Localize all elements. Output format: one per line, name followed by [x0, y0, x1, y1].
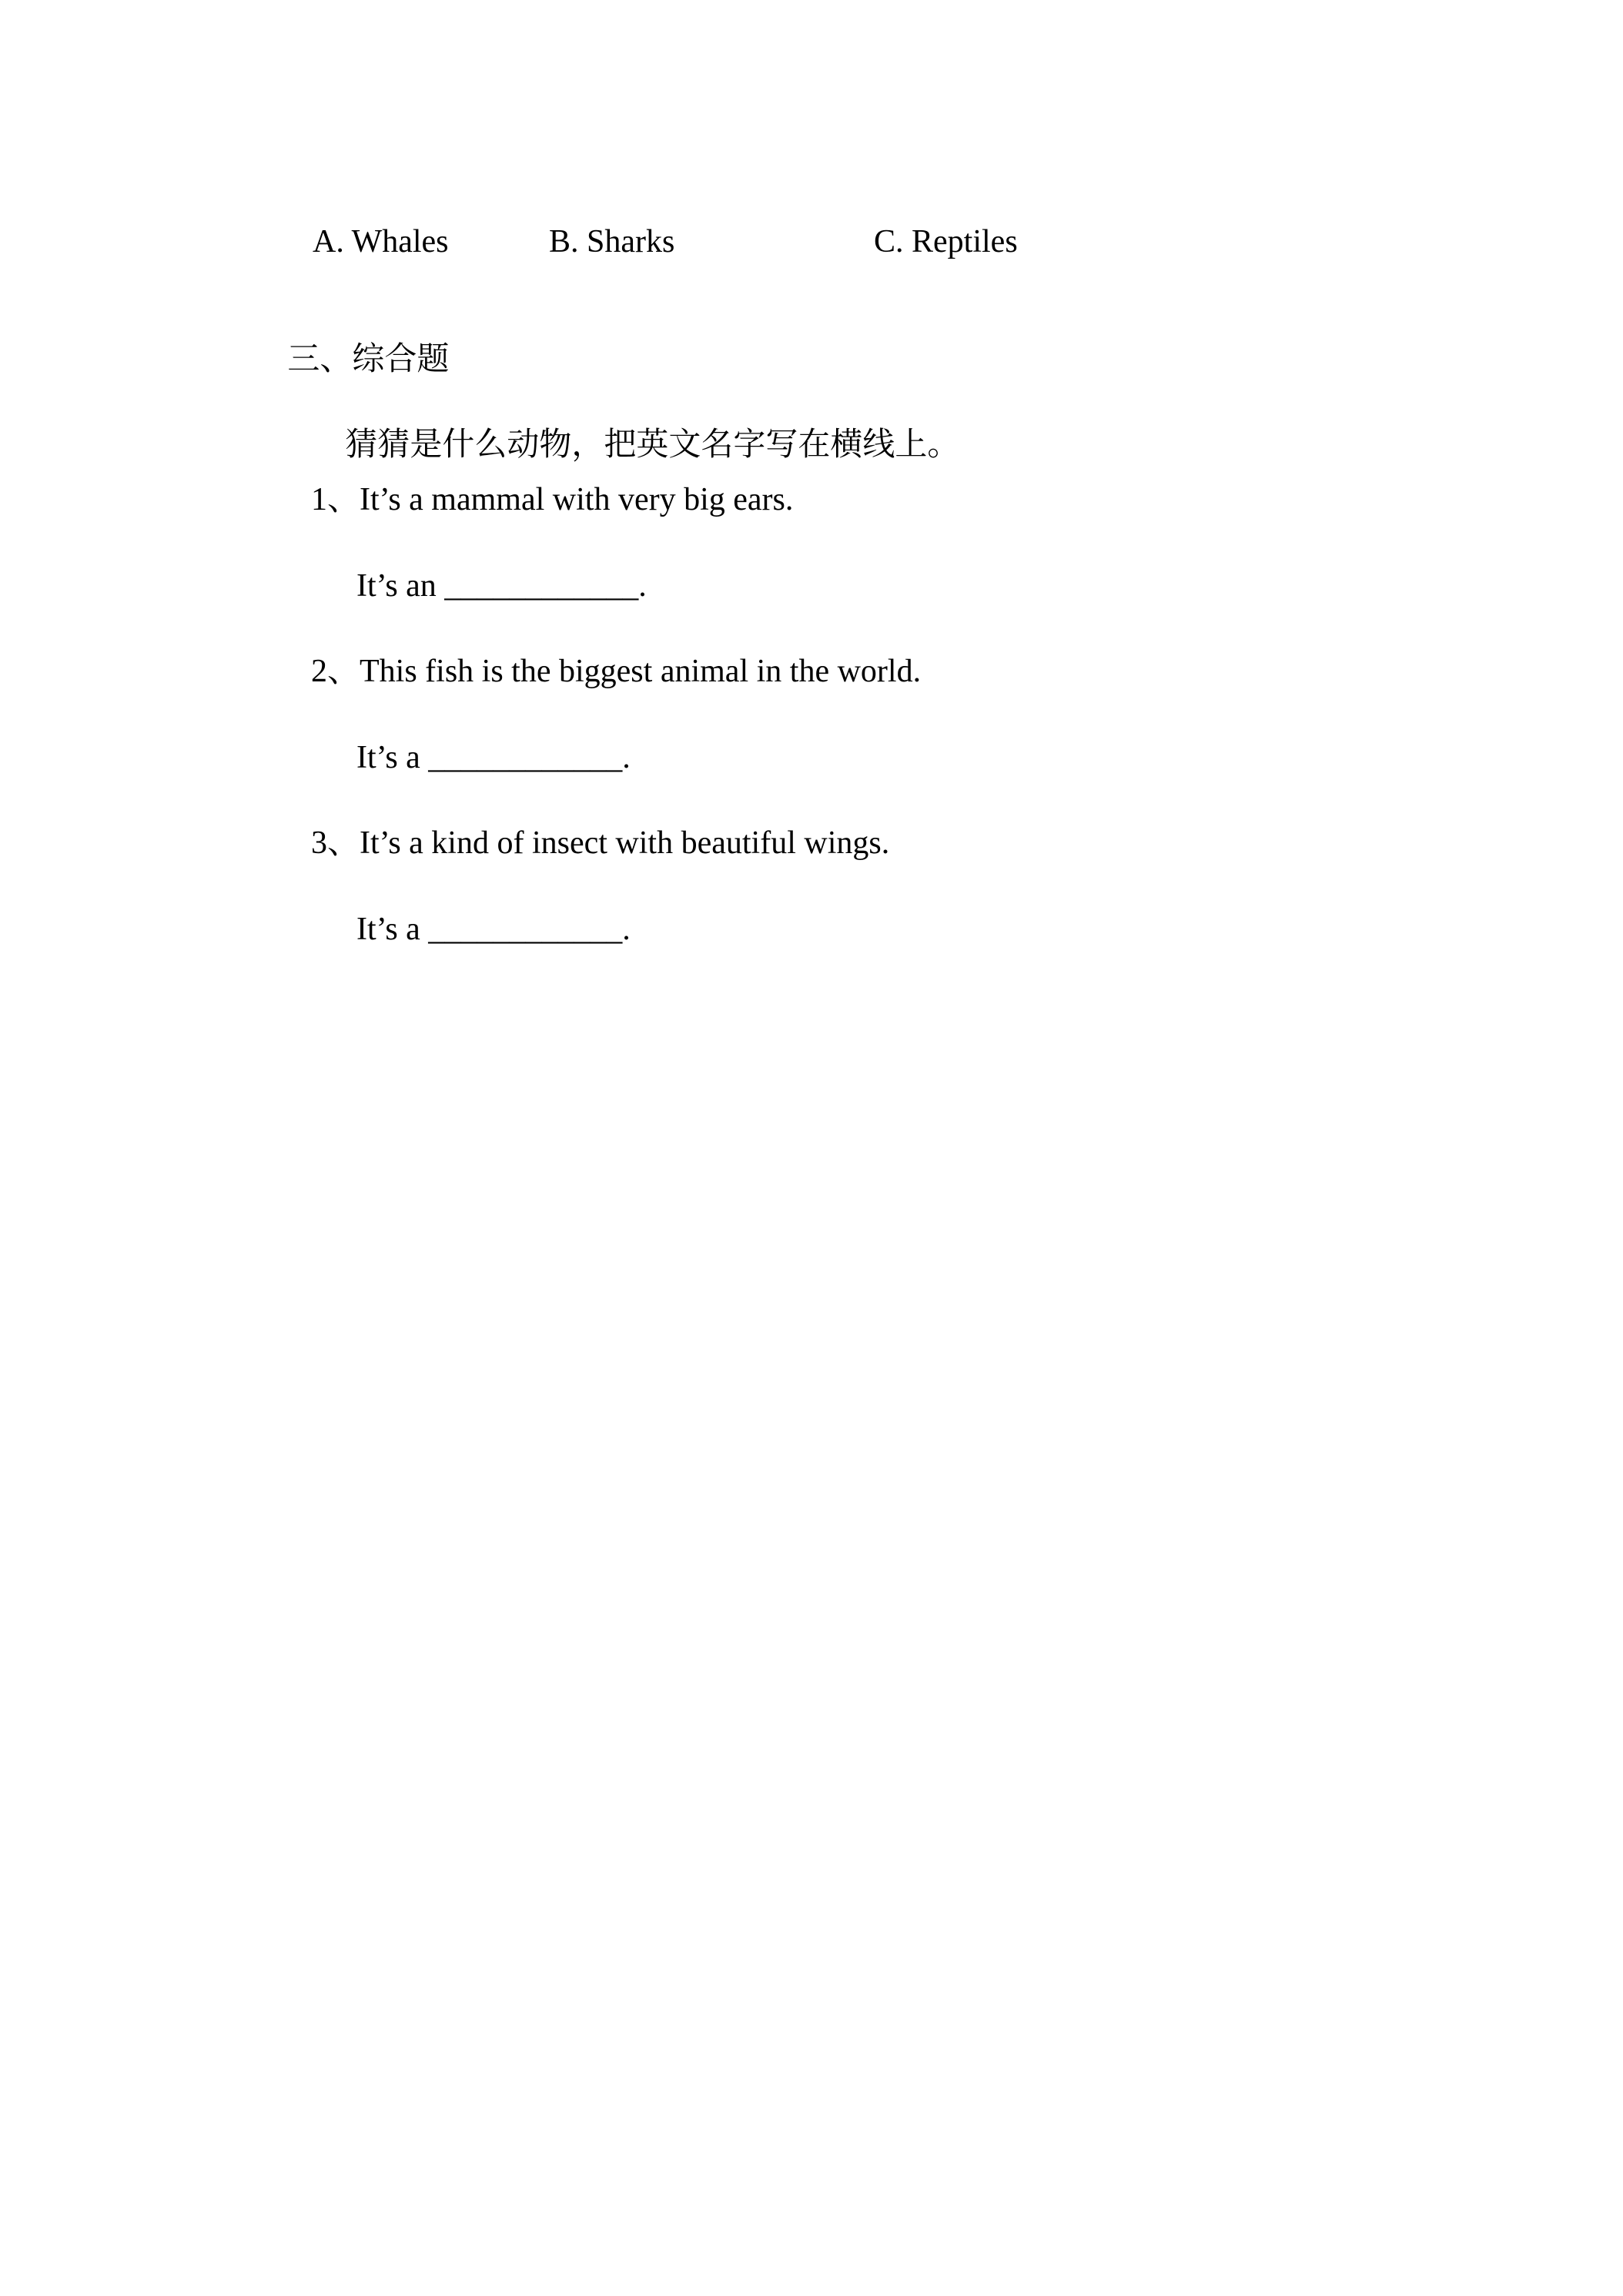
question-prompt: 2、This fish is the biggest animal in the world.	[311, 654, 922, 689]
answer-blank-line: It’s an ____________.	[356, 568, 647, 604]
answer-blank-line: It’s a ____________.	[356, 740, 631, 775]
section-instruction-text: 猜猜是什么动物，把英文名字写在横线上。	[345, 425, 960, 463]
option-b: B. Sharks	[549, 224, 675, 259]
option-c: C. Reptiles	[874, 224, 1018, 259]
answer-blank-line: It’s a ____________.	[356, 912, 631, 947]
question-prompt: 3、It’s a kind of insect with beautiful wings.	[311, 825, 890, 861]
section-heading-text: 三、综合题	[287, 340, 450, 377]
section-heading	[246, 310, 449, 407]
option-a: A. Whales	[313, 224, 449, 259]
question-prompt: 1、It’s a mammal with very big ears.	[311, 482, 794, 517]
section-instruction	[304, 396, 959, 493]
